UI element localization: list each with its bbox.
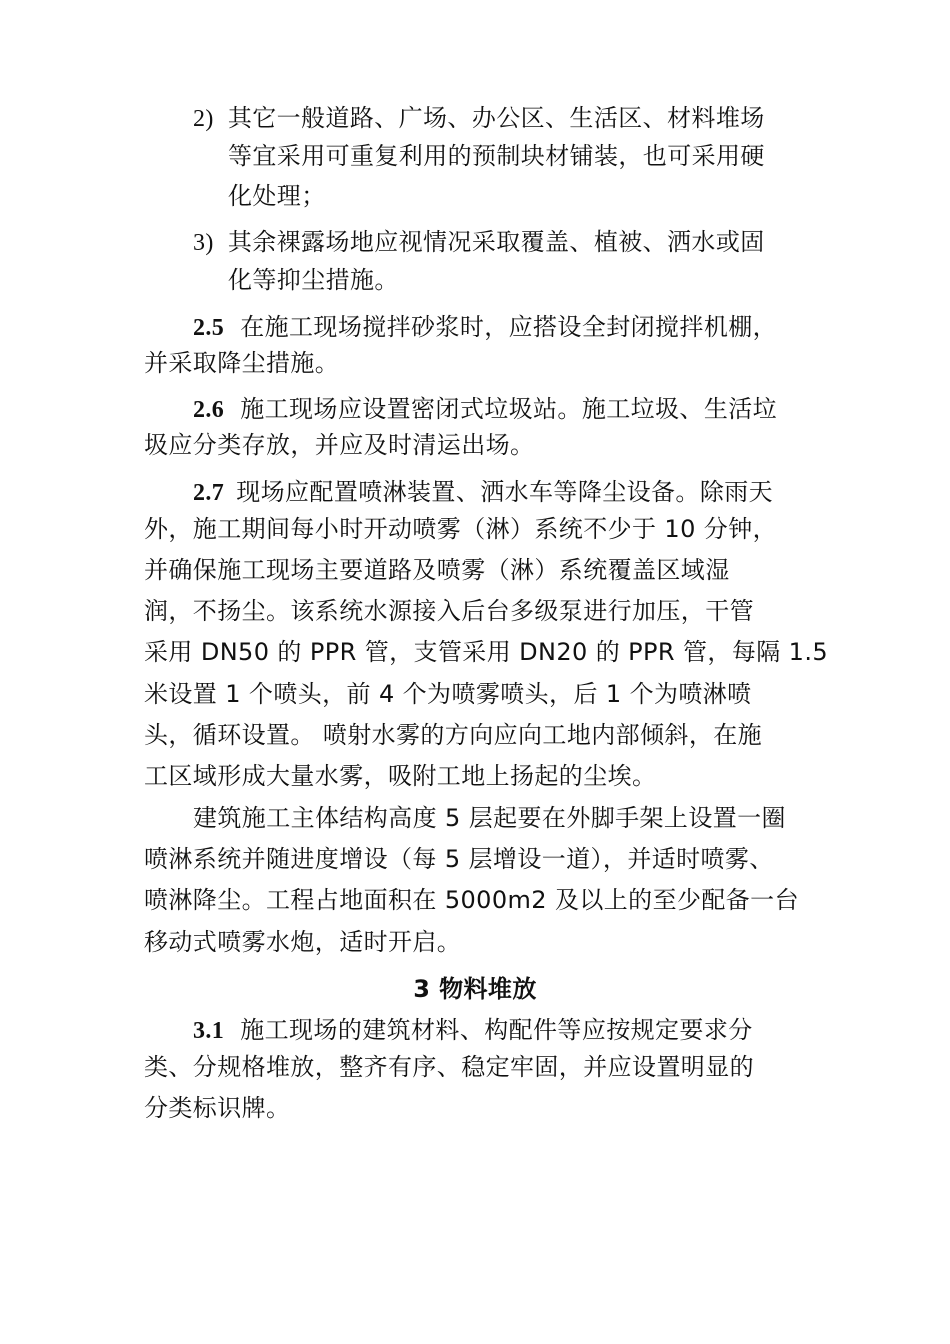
list-item-2-text-1: 其它一般道路、广场、办公区、生活区、材料堆场 [227, 104, 765, 132]
section-2-7-text-1: 现场应配置喷淋装置、洒水车等降尘设备。除雨天 [236, 478, 774, 506]
paragraph-building-line-2: 喷淋系统并随进度增设（每 5 层增设一道），并适时喷雾、 [144, 845, 774, 873]
section-number-2-5: 2.5 [193, 315, 225, 341]
section-2-6-line-1 [193, 394, 777, 425]
paragraph-building-line-1: 建筑施工主体结构高度 5 层起要在外脚手架上设置一圈 [193, 804, 786, 832]
section-2-7-line-6: 米设置 1 个喷头，前 4 个为喷雾喷头，后 1 个为喷淋喷 [144, 680, 752, 708]
section-2-7-line-4: 润，不扬尘。该系统水源接入后台多级泵进行加压，干管 [144, 597, 754, 625]
section-2-5-text-1: 在施工现场搅拌砂浆时，应搭设全封闭搅拌机棚， [240, 313, 778, 341]
section-2-7-line-1 [193, 477, 773, 508]
list-item-3-line-2: 化等抑尘措施。 [228, 266, 399, 294]
section-2-7-line-5: 采用 DN50 的 PPR 管，支管采用 DN20 的 PPR 管，每隔 1.5 [144, 638, 829, 666]
section-2-7-line-7: 头，循环设置。 喷射水雾的方向应向工地内部倾斜，在施 [144, 721, 763, 749]
list-marker-3: 3) [193, 230, 214, 256]
list-item-3-text-1: 其余裸露场地应视情况采取覆盖、植被、洒水或固 [227, 228, 765, 256]
section-3-1-text-1: 施工现场的建筑材料、构配件等应按规定要求分 [240, 1016, 753, 1044]
section-3-1-line-3: 分类标识牌。 [144, 1094, 291, 1122]
section-2-5-line-1 [193, 312, 777, 343]
list-item-2-line-2: 等宜采用可重复利用的预制块材铺装，也可采用硬 [228, 142, 765, 170]
section-2-6-text-1: 施工现场应设置密闭式垃圾站。施工垃圾、生活垃 [240, 395, 778, 423]
list-marker-2: 2) [193, 106, 214, 132]
paragraph-building-line-4: 移动式喷雾水炮，适时开启。 [144, 928, 462, 956]
section-3-1-line-1 [193, 1015, 753, 1046]
section-number-2-6: 2.6 [193, 397, 225, 423]
section-2-7-line-8: 工区域形成大量水雾，吸附工地上扬起的尘埃。 [144, 762, 657, 790]
section-3-1-line-2: 类、分规格堆放，整齐有序、稳定牢固，并应设置明显的 [144, 1053, 754, 1081]
paragraph-building-line-3: 喷淋降尘。工程占地面积在 5000m2 及以上的至少配备一台 [144, 886, 799, 914]
section-2-7-line-3: 并确保施工现场主要道路及喷雾（淋）系统覆盖区域湿 [144, 556, 730, 584]
section-2-7-line-2: 外，施工期间每小时开动喷雾（淋）系统不少于 10 分钟， [144, 515, 777, 543]
section-heading-3: 3 物料堆放 [413, 975, 537, 1003]
section-number-2-7: 2.7 [193, 480, 225, 506]
list-item-3-line-1 [193, 227, 765, 258]
section-2-6-line-2: 圾应分类存放，并应及时清运出场。 [144, 431, 535, 459]
section-2-5-line-2: 并采取降尘措施。 [144, 349, 340, 377]
list-item-2-line-3: 化处理； [228, 182, 326, 210]
section-number-3-1: 3.1 [193, 1018, 225, 1044]
list-item-2-line-1 [193, 103, 765, 134]
